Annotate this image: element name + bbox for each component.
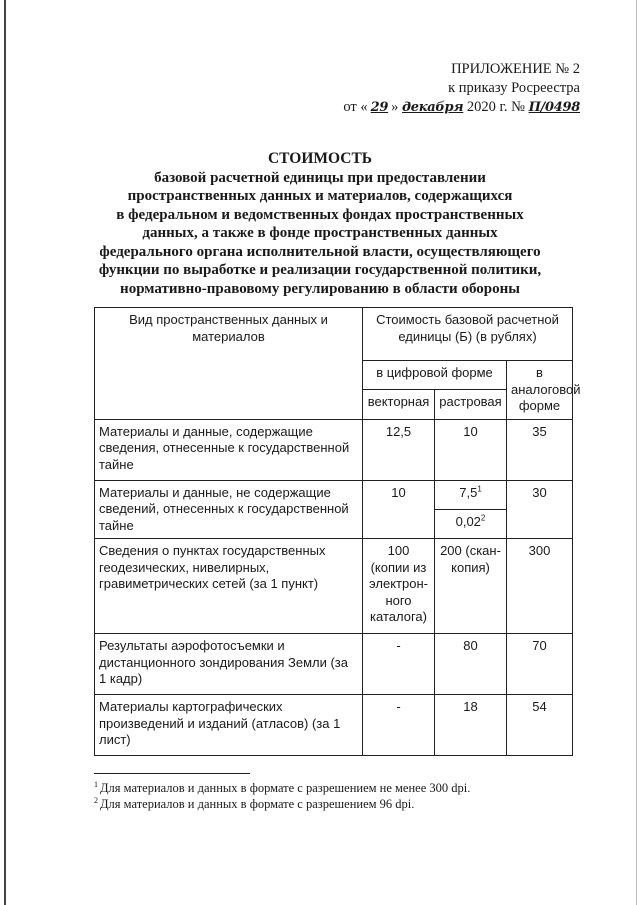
- table-row: [95, 539, 573, 634]
- row-name: Сведения о пунктах государственных геодезических, нивелирных, гравиметрических сетей (за 1 пункт): [95, 539, 363, 634]
- date-quote-close: »: [391, 99, 399, 115]
- row-vector: -: [363, 634, 435, 695]
- footnote-text: Для материалов и данных в формате с разрешением не менее 300 dpi.: [100, 781, 471, 795]
- table-header-row: [95, 308, 573, 361]
- title-line: функции по выработке и реализации государственной политики,: [98, 262, 542, 278]
- row-analog: 70: [507, 634, 573, 695]
- footnotes: [94, 780, 574, 812]
- handwritten-month: декабря: [402, 100, 464, 115]
- row-vector: -: [363, 695, 435, 756]
- row-analog: 30: [507, 480, 573, 539]
- row-name: Материалы и данные, содержащие сведения, отнесенные к государственной тайне: [95, 419, 363, 480]
- year-text: 2020 г. №: [466, 99, 525, 115]
- title-line: данных, а также в фонде пространственных данных: [142, 225, 498, 241]
- appendix-header: [320, 60, 580, 117]
- table-row: [95, 419, 573, 480]
- table-row: [95, 634, 573, 695]
- title-heading: СТОИМОСТЬ: [267, 150, 373, 167]
- footnote-mark: 2: [94, 795, 98, 805]
- row-analog: 300: [507, 539, 573, 634]
- title-line: пространственных данных и материалов, содержащихся: [127, 188, 513, 204]
- footnote-text: Для материалов и данных в формате с разрешением 96 dpi.: [100, 797, 415, 811]
- row-name: Материалы и данные, не содержащие сведений, отнесенных к государственной тайне: [95, 480, 363, 539]
- header-kind: Вид пространственных данных и материалов: [95, 308, 363, 420]
- row-vector: 12,5: [363, 419, 435, 480]
- row-name: Результаты аэрофотосъемки и дистанционного зондирования Земли (за 1 кадр): [95, 634, 363, 695]
- row-vector: 100 (копии из электрон-ного каталога): [363, 539, 435, 634]
- footnote-separator: [94, 773, 250, 774]
- raster-b-value: 0,02: [455, 513, 481, 529]
- row-vector: 10: [363, 480, 435, 539]
- header-vector: векторная: [363, 390, 435, 419]
- row-raster-b: [435, 509, 507, 538]
- row-raster: 200 (скан-копия): [435, 539, 507, 634]
- header-raster: растровая: [435, 390, 507, 419]
- footnote-item: [94, 780, 574, 796]
- order-date-line: [320, 98, 580, 117]
- row-analog: 35: [507, 419, 573, 480]
- date-prefix: от «: [343, 99, 368, 115]
- scan-edge-right: [636, 0, 637, 905]
- row-raster: 18: [435, 695, 507, 756]
- row-raster: 10: [435, 419, 507, 480]
- table-row: [95, 480, 573, 509]
- order-reference: к приказу Росреестра: [448, 80, 580, 96]
- cost-table: [94, 307, 581, 756]
- scan-edge-left: [4, 0, 6, 905]
- table-row: [95, 695, 573, 756]
- title-line: в федеральном и ведомственных фондах пространственных: [116, 206, 524, 223]
- row-name: Материалы картографических произведений и изданий (атласов) (за 1 лист): [95, 695, 363, 756]
- footnote-ref-1: 1: [477, 484, 482, 494]
- document-title: [0, 150, 640, 298]
- appendix-label: ПРИЛОЖЕНИЕ № 2: [451, 61, 580, 77]
- header-cost: Стоимость базовой расчетной единицы (Б) (в рублях): [363, 308, 573, 361]
- title-line: нормативно-правовому регулированию в области обороны: [120, 280, 520, 297]
- row-raster: 80: [435, 634, 507, 695]
- header-analog: в аналоговой форме: [507, 361, 573, 420]
- footnote-mark: 1: [94, 779, 98, 789]
- handwritten-order-number: П/0498: [528, 100, 580, 115]
- handwritten-day: 29: [370, 100, 389, 115]
- header-digital: в цифровой форме: [363, 361, 507, 390]
- title-line: базовой расчетной единицы при предоставлении: [154, 169, 486, 186]
- footnote-ref-2: 2: [480, 513, 486, 523]
- row-raster-a: [435, 480, 507, 509]
- footnote-item: [94, 796, 574, 812]
- title-line: федерального органа исполнительной власти, осуществляющего: [99, 243, 541, 260]
- row-analog: 54: [507, 695, 573, 756]
- raster-a-value: 7,5: [459, 484, 478, 500]
